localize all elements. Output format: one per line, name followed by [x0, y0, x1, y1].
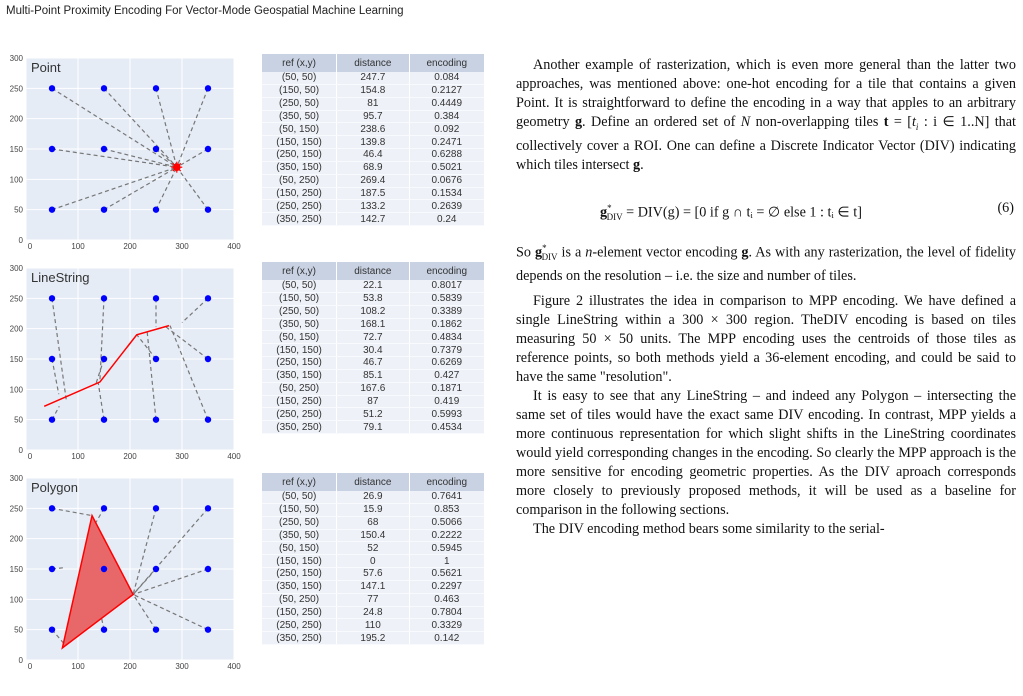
equation-6: [516, 187, 1016, 231]
y-tick-label: 50: [14, 625, 23, 635]
table-cell: 0.5839: [409, 292, 484, 305]
polygon-chart: [0, 474, 262, 672]
table-cell: 150.4: [337, 529, 409, 542]
reference-point: [101, 85, 107, 91]
y-tick-label: 250: [9, 294, 23, 304]
table-cell: (50, 50): [262, 491, 337, 503]
p1-ti: t: [911, 114, 916, 130]
table-row: [262, 408, 484, 421]
table-cell: 0.384: [409, 110, 484, 123]
table-cell: 108.2: [337, 305, 409, 318]
table-cell: 52: [337, 542, 409, 555]
table-cell: (250, 50): [262, 97, 337, 110]
table-row: [262, 72, 484, 84]
reference-point: [49, 356, 55, 362]
p2d-text: . As with any rasterization, the level of fidelity depends on the resolution – i.e. the size and number of tiles.: [516, 244, 1016, 285]
table-row: [262, 516, 484, 529]
reference-point: [205, 626, 211, 632]
table-cell: (350, 250): [262, 632, 337, 645]
table-cell: 0.092: [409, 123, 484, 136]
table-cell: (50, 50): [262, 280, 337, 292]
reference-point: [153, 356, 159, 362]
table-cell: 0.5621: [409, 568, 484, 581]
p1-t: t: [883, 114, 889, 130]
p1-text: Another example of rasterization, which is even more general than the latter two approaches, was mentioned above: one-hot encoding for a tile that contains a given Point. It is straightforward to define the encoding in a way that apples to an arbitrary geometry: [516, 57, 1016, 130]
reference-point: [49, 146, 55, 152]
running-head: Multi-Point Proximity Encoding For Vector-Mode Geospatial Machine Learning: [6, 5, 404, 17]
table-cell: (250, 150): [262, 357, 337, 370]
table-cell: (150, 50): [262, 292, 337, 305]
table-cell: (150, 250): [262, 395, 337, 408]
x-tick-label: 400: [227, 452, 241, 461]
column-header: ref (x,y): [262, 473, 337, 491]
table-header-row: [262, 54, 484, 72]
reference-point: [101, 626, 107, 632]
table-header-row: [262, 262, 484, 280]
reference-point: [101, 356, 107, 362]
table-cell: 195.2: [337, 632, 409, 645]
table-cell: 0.3329: [409, 619, 484, 632]
table-row: [262, 503, 484, 516]
eq-lhs-sup: *: [607, 202, 612, 213]
y-tick-label: 250: [9, 84, 23, 94]
reference-point: [101, 295, 107, 301]
table-row: [262, 491, 484, 503]
reference-point: [49, 206, 55, 212]
eq-lhs-g: g: [600, 204, 608, 221]
column-header: encoding: [409, 262, 484, 280]
paragraph-1: Another example of rasterization, which is even more general than the latter two approaches, was mentioned above: one-hot encoding for a tile that contains a given Point. It is straightforward to define the encoding in a way that apples to an arbitrary geometry g. Define an ordered set of N non-overlapping tiles $t = [t_i$ : i ∈ 1..N] that collectively cover a ROI. One can define a Discrete Indicator Vector (DIV) indicating which tiles intersect g.: [516, 57, 1016, 173]
table-cell: (250, 50): [262, 516, 337, 529]
table-cell: (50, 150): [262, 542, 337, 555]
x-tick-label: 100: [71, 662, 85, 671]
table-cell: 1: [409, 555, 484, 568]
table-row: [262, 382, 484, 395]
table-cell: 0.2639: [409, 200, 484, 213]
x-tick-label: 200: [123, 242, 137, 251]
table-cell: 154.8: [337, 84, 409, 97]
reference-point: [49, 85, 55, 91]
table-row: [262, 568, 484, 581]
table-row: [262, 542, 484, 555]
equation-body: [600, 199, 862, 228]
column-header: ref (x,y): [262, 262, 337, 280]
body-text: [516, 56, 1016, 539]
table-cell: 0.2222: [409, 529, 484, 542]
table-row: [262, 187, 484, 200]
table-cell: 87: [337, 395, 409, 408]
reference-point: [205, 206, 211, 212]
table-cell: 0.142: [409, 632, 484, 645]
table-cell: (150, 150): [262, 555, 337, 568]
table-cell: 0.24: [409, 213, 484, 226]
table-cell: 0.3389: [409, 305, 484, 318]
table-cell: 0.2297: [409, 580, 484, 593]
p1b-text: . Define an ordered set of: [582, 114, 736, 130]
table-cell: (350, 50): [262, 110, 337, 123]
table-cell: (350, 250): [262, 421, 337, 434]
table-row: [262, 213, 484, 226]
table-cell: 72.7: [337, 331, 409, 344]
y-tick-label: 100: [9, 595, 23, 605]
paragraph-5: The DIV encoding method bears some similarity to the serial-: [533, 521, 885, 538]
table-cell: 0.5066: [409, 516, 484, 529]
reference-point: [101, 566, 107, 572]
point-chart: [0, 54, 262, 252]
table-cell: 110: [337, 619, 409, 632]
table-cell: 0.5993: [409, 408, 484, 421]
table-row: [262, 369, 484, 382]
reference-point: [205, 505, 211, 511]
table-cell: 0.0676: [409, 174, 484, 187]
table-cell: (250, 150): [262, 568, 337, 581]
y-tick-label: 300: [9, 54, 23, 63]
table-cell: 247.7: [337, 72, 409, 84]
column-header: distance: [337, 54, 409, 72]
column-header: encoding: [409, 54, 484, 72]
paragraph-4: It is easy to see that any LineString – and indeed any Polygon – intersecting the same set of tiles would have the exact same DIV encoding. In contrast, MPP yields a more continuous representation for which slight shifts in the LineString coordinates would yield corresponding changes in the encoding. So clearly the MPP approach is the more sensitive for encoding geometric properties. As the DIV aproach corresponds more closely to previously proposed methods, it will be used as a baseline for comparison in the following sections.: [516, 388, 1016, 519]
reference-point: [49, 505, 55, 511]
y-tick-label: 100: [9, 385, 23, 395]
p2a-text: So: [516, 244, 531, 261]
table-cell: (150, 250): [262, 606, 337, 619]
table-cell: 68.9: [337, 161, 409, 174]
y-tick-label: 150: [9, 145, 23, 154]
table-cell: (150, 50): [262, 84, 337, 97]
x-tick-label: 100: [71, 242, 85, 251]
reference-point: [101, 206, 107, 212]
table-cell: 0.7641: [409, 491, 484, 503]
reference-point: [205, 566, 211, 572]
table-cell: 167.6: [337, 382, 409, 395]
table-cell: 0.084: [409, 72, 484, 84]
table-cell: 22.1: [337, 280, 409, 292]
reference-point: [205, 85, 211, 91]
table-row: [262, 292, 484, 305]
table-cell: 95.7: [337, 110, 409, 123]
table-cell: (150, 50): [262, 503, 337, 516]
column-header: distance: [337, 262, 409, 280]
table-cell: (50, 250): [262, 382, 337, 395]
table-cell: 0.4449: [409, 97, 484, 110]
table-cell: (50, 250): [262, 174, 337, 187]
table-row: [262, 305, 484, 318]
x-tick-label: 200: [123, 452, 137, 461]
table-cell: 0: [337, 555, 409, 568]
reference-point: [205, 416, 211, 422]
column-header: encoding: [409, 473, 484, 491]
table-cell: 0.7804: [409, 606, 484, 619]
table-cell: 81: [337, 97, 409, 110]
reference-point: [101, 146, 107, 152]
table-cell: 53.8: [337, 292, 409, 305]
eq-rhs: = DIV(g) = [0 if g ∩ tᵢ = ∅ else 1 : tᵢ ∈ t]: [622, 204, 862, 221]
table-cell: (150, 150): [262, 136, 337, 149]
table-row: [262, 632, 484, 645]
table-cell: 168.1: [337, 318, 409, 331]
x-tick-label: 300: [175, 242, 189, 251]
y-tick-label: 200: [9, 114, 23, 124]
table-cell: (350, 150): [262, 161, 337, 174]
table-cell: (50, 250): [262, 593, 337, 606]
table-cell: 51.2: [337, 408, 409, 421]
table-cell: 24.8: [337, 606, 409, 619]
table-cell: 0.5021: [409, 161, 484, 174]
y-tick-label: 0: [18, 656, 23, 665]
reference-point: [153, 85, 159, 91]
table-cell: 0.1534: [409, 187, 484, 200]
x-tick-label: 0: [27, 452, 33, 461]
table-row: [262, 555, 484, 568]
p2c-text: -element vector encoding: [592, 244, 738, 261]
table-cell: 0.4834: [409, 331, 484, 344]
table-cell: (250, 50): [262, 305, 337, 318]
table-cell: 0.4534: [409, 421, 484, 434]
table-row: [262, 344, 484, 357]
paragraph-3: Figure 2 illustrates the idea in comparison to MPP encoding. We have defined a single LineString within a 300 × 300 region. TheDIV encoding is based on tiles measuring 50 × 50 units. The MPP encoding uses the centroids of those tiles as reference points, so both methods yield a 36-element encoding, and could be said to have the same "resolution".: [516, 293, 1016, 386]
y-tick-label: 0: [18, 236, 23, 245]
y-tick-label: 300: [9, 474, 23, 483]
table-cell: (50, 150): [262, 331, 337, 344]
table-cell: 0.2471: [409, 136, 484, 149]
x-tick-label: 0: [27, 242, 33, 251]
table-cell: 46.4: [337, 149, 409, 162]
table-cell: 46.7: [337, 357, 409, 370]
table-cell: (350, 50): [262, 318, 337, 331]
column-header: distance: [337, 473, 409, 491]
table-cell: 57.6: [337, 568, 409, 581]
table-row: [262, 331, 484, 344]
table-cell: 133.2: [337, 200, 409, 213]
table-cell: (150, 150): [262, 344, 337, 357]
table-cell: 187.5: [337, 187, 409, 200]
table-cell: 79.1: [337, 421, 409, 434]
table-row: [262, 123, 484, 136]
table-row: [262, 606, 484, 619]
reference-point: [101, 505, 107, 511]
table-row: [262, 174, 484, 187]
p1e-text: : i ∈ 1..N] that collectively cover a ROI. One can define a Discrete Indicator Vector (DIV) indicating which tiles intersect: [516, 114, 1016, 173]
reference-point: [153, 416, 159, 422]
polygon-table: [262, 473, 484, 645]
table-cell: (250, 250): [262, 619, 337, 632]
table-cell: (250, 250): [262, 408, 337, 421]
linestring-chart: [0, 264, 262, 462]
table-row: [262, 421, 484, 434]
table-cell: 0.6288: [409, 149, 484, 162]
table-cell: 147.1: [337, 580, 409, 593]
table-cell: 0.2127: [409, 84, 484, 97]
reference-point: [205, 295, 211, 301]
reference-point: [49, 295, 55, 301]
table-cell: 30.4: [337, 344, 409, 357]
reference-point: [153, 626, 159, 632]
table-row: [262, 97, 484, 110]
point-table: [262, 54, 484, 226]
table-row: [262, 529, 484, 542]
table-cell: 0.8017: [409, 280, 484, 292]
table-cell: (350, 150): [262, 580, 337, 593]
table-cell: 0.1862: [409, 318, 484, 331]
table-row: [262, 280, 484, 292]
table-cell: (50, 50): [262, 72, 337, 84]
x-tick-label: 200: [123, 662, 137, 671]
table-cell: (350, 150): [262, 369, 337, 382]
table-row: [262, 357, 484, 370]
table-cell: 26.9: [337, 491, 409, 503]
chart-title: Polygon: [31, 480, 78, 495]
table-cell: 85.1: [337, 369, 409, 382]
table-cell: 0.419: [409, 395, 484, 408]
table-cell: 142.7: [337, 213, 409, 226]
chart-title: Point: [31, 60, 61, 75]
y-tick-label: 50: [14, 415, 23, 425]
linestring-table: [262, 262, 484, 434]
p2-g2: g: [741, 244, 749, 261]
p1d-text: = [: [893, 114, 912, 130]
table-row: [262, 200, 484, 213]
table-cell: (250, 150): [262, 149, 337, 162]
y-tick-label: 200: [9, 534, 23, 544]
y-tick-label: 300: [9, 264, 23, 273]
y-tick-label: 250: [9, 504, 23, 514]
y-tick-label: 150: [9, 565, 23, 574]
table-cell: 0.463: [409, 593, 484, 606]
table-cell: 0.7379: [409, 344, 484, 357]
table-cell: (150, 250): [262, 187, 337, 200]
reference-point: [49, 416, 55, 422]
reference-point: [49, 626, 55, 632]
p1c-text: non-overlapping tiles: [755, 114, 879, 130]
table-row: [262, 619, 484, 632]
table-row: [262, 136, 484, 149]
table-header-row: [262, 473, 484, 491]
reference-point: [101, 416, 107, 422]
x-tick-label: 100: [71, 452, 85, 461]
chart-title: LineString: [31, 270, 90, 285]
reference-point: [153, 566, 159, 572]
reference-point: [205, 146, 211, 152]
reference-point: [153, 206, 159, 212]
table-row: [262, 161, 484, 174]
x-tick-label: 0: [27, 662, 33, 671]
table-cell: 0.853: [409, 503, 484, 516]
x-tick-label: 400: [227, 662, 241, 671]
p1-g: g: [574, 114, 583, 130]
p2-g: g: [534, 244, 543, 261]
p2-n: n: [585, 244, 593, 261]
table-row: [262, 318, 484, 331]
paragraph-2: So $g^*_{DIV}$ is a n-element vector encoding g. As with any rasterization, the level of fidelity depends on the resolution – i.e. the size and number of tiles.: [516, 242, 1016, 285]
y-tick-label: 100: [9, 175, 23, 185]
table-cell: 15.9: [337, 503, 409, 516]
table-row: [262, 580, 484, 593]
table-cell: (50, 150): [262, 123, 337, 136]
x-tick-label: 400: [227, 242, 241, 251]
x-tick-label: 300: [175, 662, 189, 671]
table-cell: (250, 250): [262, 200, 337, 213]
reference-point: [153, 295, 159, 301]
table-row: [262, 593, 484, 606]
table-cell: 68: [337, 516, 409, 529]
y-tick-label: 0: [18, 446, 23, 455]
table-row: [262, 110, 484, 123]
table-cell: 0.5945: [409, 542, 484, 555]
reference-point: [49, 566, 55, 572]
eq-lhs-sub: DIV: [606, 212, 623, 223]
table-row: [262, 84, 484, 97]
x-tick-label: 300: [175, 452, 189, 461]
column-header: ref (x,y): [262, 54, 337, 72]
y-tick-label: 150: [9, 355, 23, 364]
p1-g2: g: [633, 156, 641, 173]
p1-n: N: [740, 114, 751, 130]
reference-point: [153, 505, 159, 511]
table-cell: 0.427: [409, 369, 484, 382]
p2b-text: is a: [561, 244, 582, 261]
table-cell: 77: [337, 593, 409, 606]
table-cell: (350, 250): [262, 213, 337, 226]
reference-point: [153, 146, 159, 152]
table-cell: 139.8: [337, 136, 409, 149]
table-cell: 269.4: [337, 174, 409, 187]
y-tick-label: 200: [9, 324, 23, 334]
table-row: [262, 395, 484, 408]
equation-number: (6): [997, 199, 1014, 216]
reference-point: [205, 356, 211, 362]
table-cell: 0.6269: [409, 357, 484, 370]
table-row: [262, 149, 484, 162]
table-cell: 238.6: [337, 123, 409, 136]
table-cell: (350, 50): [262, 529, 337, 542]
y-tick-label: 50: [14, 205, 23, 215]
table-cell: 0.1871: [409, 382, 484, 395]
